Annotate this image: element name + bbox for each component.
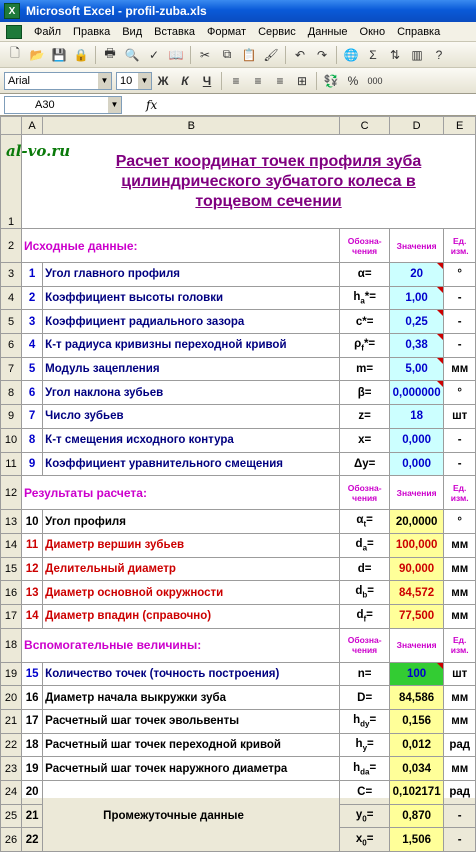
row-header[interactable]: 6: [1, 334, 22, 358]
inter-value[interactable]: 0,102171: [389, 781, 444, 805]
aux-unit[interactable]: шт: [444, 662, 476, 686]
row-header[interactable]: 13: [1, 510, 22, 534]
param-unit[interactable]: °: [444, 263, 476, 287]
aux-number[interactable]: 19: [22, 757, 43, 781]
param-number[interactable]: 6: [22, 381, 43, 405]
column-header[interactable]: E: [444, 117, 476, 135]
percent-button[interactable]: %: [347, 73, 359, 88]
cell-table[interactable]: [0, 116, 476, 852]
section-input-title[interactable]: Исходные данные:: [22, 229, 340, 263]
row-header[interactable]: 7: [1, 357, 22, 381]
comment-indicator-icon: [437, 263, 443, 269]
param-label[interactable]: Модуль зацепления: [43, 357, 340, 381]
open-icon[interactable]: 📂: [29, 47, 45, 62]
param-symbol[interactable]: Δy=: [340, 452, 389, 476]
param-value[interactable]: 0,000: [389, 452, 444, 476]
table-row: [1, 229, 476, 263]
result-number[interactable]: 10: [22, 510, 43, 534]
align-right-icon[interactable]: ≡: [276, 73, 284, 88]
permission-icon[interactable]: 🔒: [73, 47, 89, 62]
inter-unit[interactable]: -: [444, 804, 476, 828]
sheet-title[interactable]: Расчет координат точек профиля зуба цилиндрического зубчатого колеса в торцевом сечении: [22, 135, 476, 229]
column-header-row: [1, 117, 476, 135]
result-value[interactable]: 84,572: [389, 581, 444, 605]
aux-symbol[interactable]: D=: [340, 686, 389, 710]
column-label-symbol[interactable]: Обозна-чения: [340, 229, 389, 263]
result-number[interactable]: 11: [22, 533, 43, 557]
comment-indicator-icon: [437, 358, 443, 364]
workbook-icon[interactable]: [6, 25, 22, 39]
row-header[interactable]: 5: [1, 310, 22, 334]
currency-icon[interactable]: 💱: [323, 73, 339, 88]
inter-number[interactable]: 20: [22, 781, 43, 805]
row-header[interactable]: 25: [1, 804, 22, 828]
param-unit[interactable]: -: [444, 452, 476, 476]
merge-center-icon[interactable]: ⊞: [296, 73, 308, 88]
window-title: Microsoft Excel - profil-zuba.xls: [26, 4, 207, 18]
param-number[interactable]: 4: [22, 334, 43, 358]
row-header[interactable]: 14: [1, 533, 22, 557]
column-label-unit[interactable]: Ед. изм.: [444, 229, 476, 263]
table-row: [1, 452, 476, 476]
param-label[interactable]: Угол главного профиля: [43, 263, 340, 287]
column-label-unit[interactable]: Ед. изм.: [444, 628, 476, 662]
undo-icon[interactable]: ↶: [294, 47, 306, 62]
table-row: [1, 405, 476, 429]
param-label[interactable]: К-т радиуса кривизны переходной кривой: [43, 334, 340, 358]
aux-number[interactable]: 17: [22, 710, 43, 734]
param-number[interactable]: 1: [22, 263, 43, 287]
section-aux-title[interactable]: Вспомогательные величины:: [22, 628, 340, 662]
menu-view[interactable]: Вид: [122, 25, 143, 38]
param-symbol[interactable]: c*=: [340, 310, 389, 334]
result-value[interactable]: 100,000: [389, 533, 444, 557]
table-row: [1, 710, 476, 734]
menu-insert[interactable]: Вставка: [154, 25, 196, 38]
table-row: [1, 428, 476, 452]
row-header[interactable]: 23: [1, 757, 22, 781]
aux-value[interactable]: 0,156: [389, 710, 444, 734]
inter-symbol[interactable]: $y_0=$: [340, 804, 389, 828]
table-row: [1, 357, 476, 381]
row-header[interactable]: 22: [1, 733, 22, 757]
param-symbol[interactable]: $h_a*=$: [340, 286, 389, 310]
param-unit[interactable]: -: [444, 428, 476, 452]
aux-symbol[interactable]: $h_{dy}=$: [340, 710, 389, 734]
param-value[interactable]: 18: [389, 405, 444, 429]
print-icon[interactable]: 🖶: [104, 46, 116, 60]
param-number[interactable]: 2: [22, 286, 43, 310]
table-row: [1, 757, 476, 781]
inter-number[interactable]: 22: [22, 828, 43, 852]
inter-symbol[interactable]: C=: [340, 781, 389, 805]
aux-label[interactable]: Расчетный шаг точек эвольвенты: [43, 710, 340, 734]
table-row: [1, 135, 476, 229]
param-number[interactable]: 7: [22, 405, 43, 429]
font-name-select[interactable]: Arial ▼: [4, 72, 112, 90]
param-value[interactable]: 5,00: [389, 357, 444, 381]
excel-app-icon: X: [4, 3, 20, 19]
hyperlink-icon[interactable]: 🌐: [343, 47, 359, 62]
param-number[interactable]: 3: [22, 310, 43, 334]
column-header[interactable]: A: [22, 117, 43, 135]
result-value[interactable]: 90,000: [389, 557, 444, 581]
result-symbol[interactable]: $\alpha_t=$: [340, 510, 389, 534]
inter-number[interactable]: 21: [22, 804, 43, 828]
aux-symbol[interactable]: $h_y=$: [340, 733, 389, 757]
research-icon[interactable]: 📖: [168, 47, 184, 62]
aux-symbol[interactable]: $h_{da}=$: [340, 757, 389, 781]
aux-label[interactable]: Количество точек (точность построения): [43, 662, 340, 686]
comment-indicator-icon: [437, 334, 443, 340]
comment-indicator-icon: [437, 381, 443, 387]
watermark-logo: al-vo.ru: [6, 142, 71, 160]
save-icon[interactable]: 💾: [51, 47, 67, 62]
align-left-icon[interactable]: ≡: [232, 73, 240, 88]
table-row: [1, 628, 476, 662]
row-header[interactable]: 15: [1, 557, 22, 581]
aux-unit[interactable]: мм: [444, 757, 476, 781]
result-symbol[interactable]: $d_b=$: [340, 581, 389, 605]
font-size-select[interactable]: 10 ▼: [116, 72, 152, 90]
toolbar-separator: [285, 46, 286, 64]
table-row: [1, 476, 476, 510]
format-painter-icon[interactable]: 🖌: [263, 47, 279, 62]
aux-label[interactable]: Расчетный шаг точек переходной кривой: [43, 733, 340, 757]
column-label-value[interactable]: Значения: [389, 628, 444, 662]
column-label-value[interactable]: Значения: [389, 229, 444, 263]
result-value[interactable]: 77,500: [389, 604, 444, 628]
aux-unit[interactable]: мм: [444, 710, 476, 734]
param-unit[interactable]: мм: [444, 357, 476, 381]
aux-value[interactable]: 84,586: [389, 686, 444, 710]
row-header[interactable]: 11: [1, 452, 22, 476]
aux-number[interactable]: 15: [22, 662, 43, 686]
underline-button[interactable]: Ч: [202, 73, 212, 88]
param-value[interactable]: 0,000000: [389, 381, 444, 405]
aux-value[interactable]: 0,012: [389, 733, 444, 757]
toolbar-separator: [95, 46, 96, 64]
param-value[interactable]: 0,000: [389, 428, 444, 452]
param-label[interactable]: Коэффициент радиального зазора: [43, 310, 340, 334]
select-all-corner[interactable]: [1, 117, 22, 135]
row-header[interactable]: 26: [1, 828, 22, 852]
param-number[interactable]: 9: [22, 452, 43, 476]
aux-number[interactable]: 18: [22, 733, 43, 757]
param-unit[interactable]: °: [444, 381, 476, 405]
row-header[interactable]: 10: [1, 428, 22, 452]
aux-unit[interactable]: рад: [444, 733, 476, 757]
table-row: [1, 733, 476, 757]
param-unit[interactable]: -: [444, 334, 476, 358]
toolbar-separator: [336, 46, 337, 64]
row-header[interactable]: 21: [1, 710, 22, 734]
param-unit[interactable]: шт: [444, 405, 476, 429]
param-label[interactable]: Число зубьев: [43, 405, 340, 429]
column-header[interactable]: B: [43, 117, 340, 135]
param-label[interactable]: Угол наклона зубьев: [43, 381, 340, 405]
cut-icon[interactable]: ✂: [199, 47, 211, 62]
row-header[interactable]: 8: [1, 381, 22, 405]
param-number[interactable]: 8: [22, 428, 43, 452]
row-header[interactable]: 4: [1, 286, 22, 310]
section-results-title[interactable]: Результаты расчета:: [22, 476, 340, 510]
column-label-value[interactable]: Значения: [389, 476, 444, 510]
result-label[interactable]: Диаметр впадин (справочно): [43, 604, 340, 628]
align-center-icon[interactable]: ≡: [254, 73, 262, 88]
menu-help[interactable]: Справка: [397, 25, 441, 38]
row-header[interactable]: 20: [1, 686, 22, 710]
chart-icon[interactable]: ▥: [411, 47, 423, 62]
result-unit[interactable]: мм: [444, 581, 476, 605]
param-unit[interactable]: -: [444, 286, 476, 310]
row-header[interactable]: 16: [1, 581, 22, 605]
comment-indicator-icon: [437, 663, 443, 669]
sort-ascending-icon[interactable]: ⇅: [389, 47, 401, 62]
menu-format[interactable]: Формат: [207, 25, 247, 38]
row-header[interactable]: 12: [1, 476, 22, 510]
formatting-toolbar: [0, 68, 476, 94]
preview-icon[interactable]: 🔍: [124, 47, 140, 62]
spelling-icon[interactable]: ✓: [148, 47, 160, 62]
param-value[interactable]: 20: [389, 263, 444, 287]
menu-data[interactable]: Данные: [307, 25, 348, 38]
column-label-symbol[interactable]: Обозна-чения: [340, 476, 389, 510]
param-number[interactable]: 5: [22, 357, 43, 381]
standard-toolbar: [0, 42, 476, 68]
comment-indicator-icon: [437, 310, 443, 316]
bold-button[interactable]: Ж: [157, 73, 169, 88]
toolbar-separator: [221, 72, 222, 90]
param-symbol[interactable]: α=: [340, 263, 389, 287]
row-header[interactable]: 19: [1, 662, 22, 686]
result-unit[interactable]: мм: [444, 604, 476, 628]
formula-bar: [0, 94, 476, 116]
result-unit[interactable]: мм: [444, 557, 476, 581]
row-header[interactable]: 18: [1, 628, 22, 662]
table-row: [1, 557, 476, 581]
column-label-symbol[interactable]: Обозна-чения: [340, 628, 389, 662]
fx-icon[interactable]: fx: [146, 97, 158, 112]
param-label[interactable]: Коэффициент высоты головки: [43, 286, 340, 310]
result-symbol[interactable]: d=: [340, 557, 389, 581]
param-value[interactable]: 0,38: [389, 334, 444, 358]
copy-icon[interactable]: ⧉: [222, 47, 232, 61]
table-row: [1, 686, 476, 710]
result-number[interactable]: 14: [22, 604, 43, 628]
inter-symbol[interactable]: $x_0=$: [340, 828, 389, 852]
row-header[interactable]: 1: [1, 135, 22, 229]
intermediate-label[interactable]: Промежуточные данные: [43, 781, 340, 852]
column-header[interactable]: D: [389, 117, 444, 135]
autosum-icon[interactable]: Σ: [369, 47, 377, 62]
aux-value[interactable]: 0,034: [389, 757, 444, 781]
inter-unit[interactable]: -: [444, 828, 476, 852]
param-label[interactable]: Коэффициент уравнительного смещения: [43, 452, 340, 476]
toolbar-separator: [316, 72, 317, 90]
chevron-down-icon[interactable]: ▼: [98, 73, 111, 89]
menu-tools[interactable]: Сервис: [258, 25, 296, 38]
param-unit[interactable]: -: [444, 310, 476, 334]
result-symbol[interactable]: $d_f=$: [340, 604, 389, 628]
table-row: [1, 310, 476, 334]
column-label-unit[interactable]: Ед. изм.: [444, 476, 476, 510]
table-row: [1, 381, 476, 405]
aux-label[interactable]: Диаметр начала выкружки зуба: [43, 686, 340, 710]
table-row: [1, 286, 476, 310]
param-symbol[interactable]: β=: [340, 381, 389, 405]
redo-icon[interactable]: ↷: [316, 47, 328, 62]
param-symbol[interactable]: x=: [340, 428, 389, 452]
inter-value[interactable]: 1,506: [389, 828, 444, 852]
row-header[interactable]: 9: [1, 405, 22, 429]
aux-unit[interactable]: мм: [444, 686, 476, 710]
result-label[interactable]: Угол профиля: [43, 510, 340, 534]
inter-unit[interactable]: рад: [444, 781, 476, 805]
result-label[interactable]: Диаметр основной окружности: [43, 581, 340, 605]
menu-edit[interactable]: Правка: [73, 25, 111, 38]
window-titlebar: [0, 0, 476, 22]
table-row: [1, 533, 476, 557]
table-row: [1, 662, 476, 686]
inter-value[interactable]: 0,870: [389, 804, 444, 828]
row-header[interactable]: 2: [1, 229, 22, 263]
aux-value[interactable]: 100: [389, 662, 444, 686]
name-box[interactable]: A30 ▼: [4, 96, 122, 114]
paste-icon[interactable]: 📋: [241, 47, 257, 62]
row-header[interactable]: 24: [1, 781, 22, 805]
table-row: [1, 263, 476, 287]
worksheet-grid[interactable]: [0, 116, 476, 847]
chevron-down-icon[interactable]: ▼: [138, 73, 151, 89]
help-icon[interactable]: ?: [435, 47, 443, 62]
param-symbol[interactable]: $\rho_f*=$: [340, 334, 389, 358]
aux-label[interactable]: Расчетный шаг точек наружного диаметра: [43, 757, 340, 781]
chevron-down-icon[interactable]: ▼: [108, 97, 121, 113]
table-row: [1, 604, 476, 628]
param-label[interactable]: К-т смещения исходного контура: [43, 428, 340, 452]
result-symbol[interactable]: $d_a=$: [340, 533, 389, 557]
result-unit[interactable]: мм: [444, 533, 476, 557]
menu-bar: [0, 22, 476, 42]
aux-number[interactable]: 16: [22, 686, 43, 710]
table-row: [1, 334, 476, 358]
menu-file[interactable]: Файл: [34, 25, 62, 38]
result-label[interactable]: Диаметр вершин зубьев: [43, 533, 340, 557]
column-header[interactable]: C: [340, 117, 389, 135]
result-label[interactable]: Делительный диаметр: [43, 557, 340, 581]
row-header[interactable]: 17: [1, 604, 22, 628]
result-number[interactable]: 12: [22, 557, 43, 581]
new-icon[interactable]: 🗋: [10, 46, 20, 60]
param-value[interactable]: 1,00: [389, 286, 444, 310]
table-row: [1, 781, 476, 805]
comment-indicator-icon: [437, 287, 443, 293]
result-number[interactable]: 13: [22, 581, 43, 605]
row-header[interactable]: 3: [1, 263, 22, 287]
param-value[interactable]: 0,25: [389, 310, 444, 334]
menu-window[interactable]: Окно: [359, 25, 386, 38]
toolbar-separator: [190, 46, 191, 64]
italic-button[interactable]: К: [181, 73, 189, 88]
table-row: [1, 510, 476, 534]
result-value[interactable]: 20,0000: [389, 510, 444, 534]
aux-symbol[interactable]: n=: [340, 662, 389, 686]
param-symbol[interactable]: m=: [340, 357, 389, 381]
param-symbol[interactable]: z=: [340, 405, 389, 429]
result-unit[interactable]: °: [444, 510, 476, 534]
table-row: [1, 581, 476, 605]
thousands-button[interactable]: 000: [367, 75, 383, 86]
